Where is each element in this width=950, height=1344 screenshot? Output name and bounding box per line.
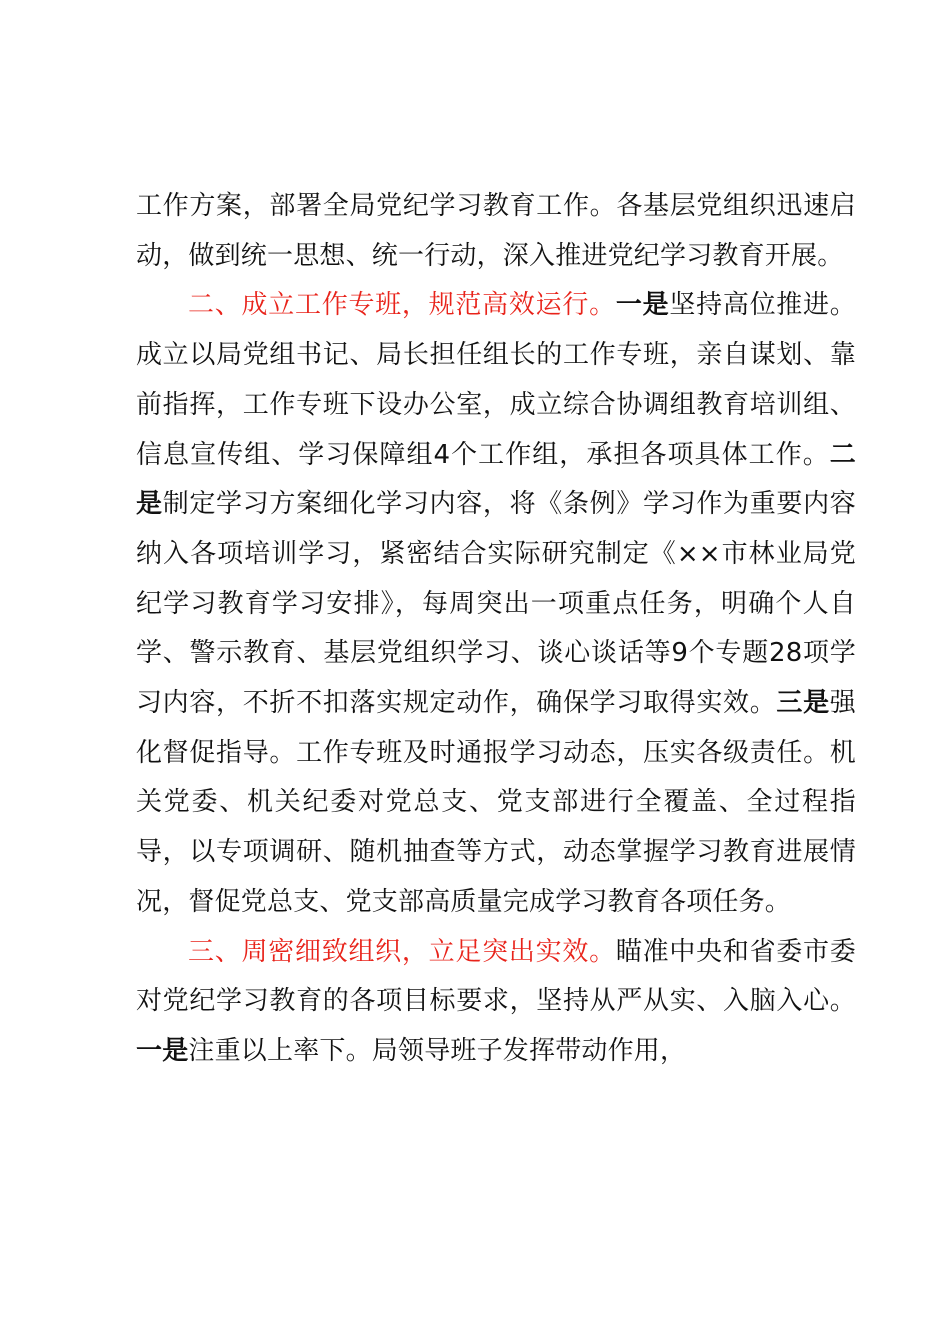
point-one-text: 坚持高位推进。成立以局党组书记、局长担任组长的工作专班，亲自谋划、靠前指挥，工作专班下设办公室，成立综合协调组教育培训组、信息宣传组、学习保障组4个工作组，承担各项具体工作。 — [136, 290, 856, 470]
section-three-point-one-text: 注重以上率下。局领导班子发挥带动作用， — [188, 1035, 687, 1066]
paragraph-text: 工作方案，部署全局党纪学习教育工作。各基层党组织迅速启动，做到统一思想、统一行动，深入推进党纪学习教育开展。 — [136, 191, 856, 271]
point-three-text: 强化督促指导。工作专班及时通报学习动态，压实各级责任。机关党委、机关纪委对党总支、党支部进行全覆盖、全过程指导，以专项调研、随机抽查等方式，动态掌握学习教育进展情况，督促党总支、党支部高质量完成学习教育各项任务。 — [136, 688, 856, 917]
point-three-label: 三是 — [776, 688, 830, 719]
paragraph-section-two — [136, 281, 856, 927]
document-body — [136, 182, 856, 1077]
paragraph-section-three — [136, 928, 856, 1077]
point-two-label: 二是 — [136, 439, 856, 520]
section-three-intro: 瞄准中央和省委市委对党纪学习教育的各项目标要求，坚持从严从实、入脑入心。 — [136, 936, 856, 1017]
paragraph-work-plan — [136, 182, 856, 281]
section-two-heading: 二、成立工作专班，规范高效运行。 — [188, 290, 616, 321]
point-one-label: 一是 — [615, 290, 670, 321]
section-three-point-one-label: 一是 — [136, 1035, 189, 1066]
section-three-heading: 三、周密细致组织，立足突出实效。 — [188, 936, 616, 967]
point-two-text: 制定学习方案细化学习内容，将《条例》学习作为重要内容纳入各项培训学习，紧密结合实际研究制定《××市林业局党纪学习教育学习安排》，每周突出一项重点任务，明确个人自学、警示教育、基层党组织学习、谈心谈话等9个专题28项学习内容，不折不扣落实规定动作，确保学习取得实效。 — [136, 489, 856, 719]
